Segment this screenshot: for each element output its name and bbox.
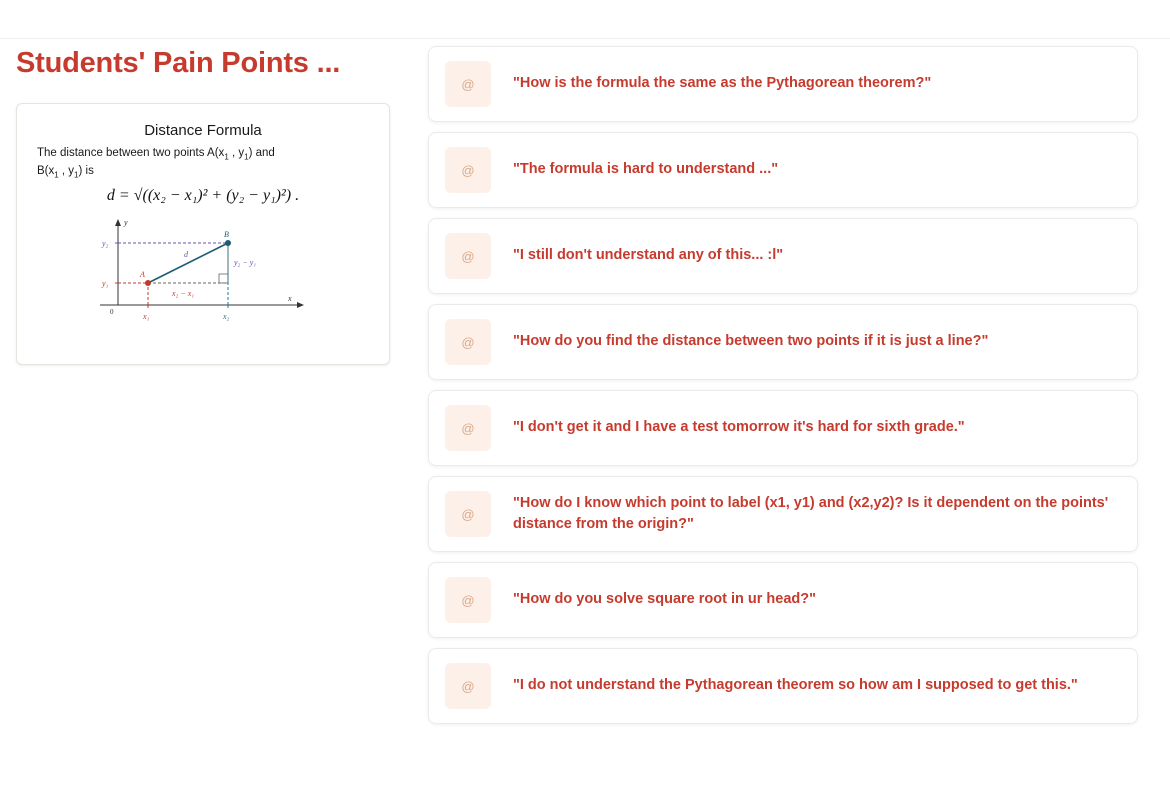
svg-text:y₂: y₂ bbox=[102, 238, 109, 248]
svg-text:y₂ − y₁: y₂ − y₁ bbox=[234, 257, 257, 267]
figure-desc-sub3: 1 bbox=[54, 169, 59, 179]
distance-formula-figure bbox=[16, 103, 390, 365]
avatar bbox=[445, 405, 491, 451]
quote-text: "How do I know which point to label (x1, y1) and (x2,y2)? Is it dependent on the points' distance from the origin?" bbox=[513, 494, 1109, 532]
avatar bbox=[445, 577, 491, 623]
at-icon: @ bbox=[461, 248, 475, 264]
at-icon: @ bbox=[461, 420, 475, 436]
quote-text: "I don't get it and I have a test tomorrow it's hard for sixth grade." bbox=[513, 419, 965, 436]
avatar bbox=[445, 663, 491, 709]
list-item[interactable] bbox=[428, 562, 1138, 638]
quote-text: "I still don't understand any of this... :l" bbox=[513, 247, 784, 264]
list-item[interactable] bbox=[428, 390, 1138, 466]
figure-desc-part2: B(x bbox=[37, 164, 55, 177]
at-icon: @ bbox=[461, 678, 475, 694]
list-item[interactable] bbox=[428, 476, 1138, 552]
figure-desc-mid2: ) and bbox=[248, 146, 275, 159]
svg-text:A: A bbox=[140, 269, 145, 279]
figure-desc-sub4: 1 bbox=[74, 169, 79, 179]
avatar bbox=[445, 61, 491, 107]
page-title: Students' Pain Points ... bbox=[16, 47, 341, 79]
figure-formula bbox=[37, 187, 369, 205]
avatar bbox=[445, 233, 491, 279]
figure-desc-mid3: , y bbox=[58, 164, 75, 177]
list-item[interactable] bbox=[428, 132, 1138, 208]
at-icon: @ bbox=[461, 334, 475, 350]
svg-text:B: B bbox=[224, 229, 229, 239]
list-item[interactable] bbox=[428, 218, 1138, 294]
figure-desc-sub2: 1 bbox=[244, 152, 249, 162]
figure-graph bbox=[37, 213, 369, 323]
svg-text:x₁: x₁ bbox=[143, 311, 150, 321]
at-icon: @ bbox=[461, 506, 475, 522]
list-item[interactable] bbox=[428, 304, 1138, 380]
quote-text: "How is the formula the same as the Pythagorean theorem?" bbox=[513, 75, 932, 92]
figure-inner bbox=[17, 104, 389, 364]
at-icon: @ bbox=[461, 76, 475, 92]
figure-desc-end: ) is bbox=[78, 164, 94, 177]
figure-description bbox=[37, 145, 369, 181]
list-item[interactable] bbox=[428, 648, 1138, 724]
svg-text:x₂ − x₁: x₂ − x₁ bbox=[172, 288, 195, 298]
svg-text:y: y bbox=[124, 217, 128, 227]
figure-title: Distance Formula bbox=[144, 121, 262, 139]
avatar bbox=[445, 491, 491, 537]
svg-text:d: d bbox=[184, 249, 188, 259]
quote-text: "The formula is hard to understand ..." bbox=[513, 161, 779, 178]
avatar bbox=[445, 319, 491, 365]
list-item[interactable] bbox=[428, 46, 1138, 122]
at-icon: @ bbox=[461, 592, 475, 608]
svg-text:y₁: y₁ bbox=[102, 278, 109, 288]
avatar bbox=[445, 147, 491, 193]
figure-desc-sub1: 1 bbox=[224, 152, 229, 162]
top-bar bbox=[0, 0, 1170, 39]
svg-text:x: x bbox=[288, 293, 292, 303]
quote-text: "How do you solve square root in ur head?" bbox=[513, 591, 816, 608]
svg-text:0: 0 bbox=[110, 307, 114, 316]
quote-text: "How do you find the distance between two points if it is just a line?" bbox=[513, 333, 989, 350]
left-column bbox=[16, 46, 396, 365]
svg-text:x₂: x₂ bbox=[223, 311, 230, 321]
at-icon: @ bbox=[461, 162, 475, 178]
figure-formula-text: d = √((x₂ − x₁)² + (y₂ − y₁)²) . bbox=[106, 186, 300, 204]
figure-desc-mid1: , y bbox=[228, 146, 245, 159]
quotes-list bbox=[428, 46, 1138, 734]
coordinate-plane-svg bbox=[88, 213, 318, 323]
figure-desc-part1: The distance between two points A(x bbox=[37, 146, 225, 159]
quote-text: "I do not understand the Pythagorean theorem so how am I supposed to get this." bbox=[513, 677, 1078, 694]
